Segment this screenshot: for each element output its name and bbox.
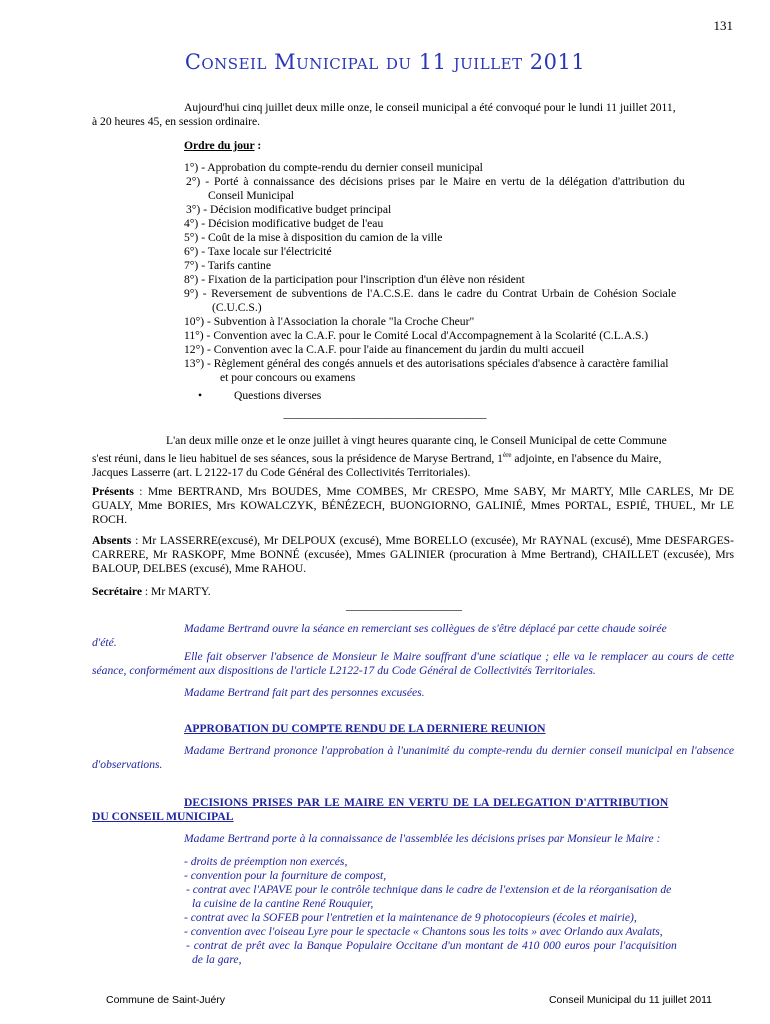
decision-item: - contrat avec l'APAVE pour le contrôle technique dans le cadre de l'extension et de la réorganisation de bbox=[186, 883, 672, 896]
decision-item: - convention pour la fourniture de compost, bbox=[184, 869, 387, 882]
opening-paragraph-3: Madame Bertrand fait part des personnes excusées. bbox=[184, 686, 425, 699]
section-title-decisions-line-1: DECISIONS PRISES PAR LE MAIRE EN VERTU DE LA DELEGATION D'ATTRIBUTION bbox=[184, 796, 669, 809]
agenda-item: 9°) - Reversement de subventions de l'A.C.S.E. dans le cadre du Contrat Urbain de Cohésion Sociale bbox=[184, 287, 677, 300]
page-number: 131 bbox=[713, 18, 733, 33]
session-line-1: L'an deux mille onze et le onze juillet à vingt heures quarante cinq, le Conseil Municipal de cette Commune bbox=[166, 434, 667, 447]
decisions-list bbox=[184, 855, 740, 967]
agenda-item: 12°) - Convention avec la C.A.F. pour l'aide au financement du jardin du multi accueil bbox=[184, 343, 585, 356]
questions-label: Questions diverses bbox=[234, 389, 322, 402]
agenda-item: 1°) - Approbation du compte-rendu du dernier conseil municipal bbox=[184, 161, 483, 174]
absents-paragraph bbox=[92, 534, 734, 576]
section-title-decisions bbox=[92, 796, 734, 824]
agenda-item-continuation: (C.U.C.S.) bbox=[212, 301, 262, 314]
decision-item: - contrat avec la SOFEB pour l'entretien et la maintenance de 9 photocopieurs (écoles et mairie), bbox=[184, 911, 637, 924]
opening-paragraph-2: Elle fait observer l'absence de Monsieur le Maire souffrant d'une sciatique ; elle va le remplacer au cours de cette séance, conformément aux dispositions de l'article L2122-17 du Code Général de Collectivités Territoriales. bbox=[92, 650, 734, 677]
intro-line-2: à 20 heures 45, en session ordinaire. bbox=[92, 115, 261, 128]
section-approbation-text: Madame Bertrand prononce l'approbation à l'unanimité du compte-rendu du dernier conseil municipal en l'absence d'observations. bbox=[92, 744, 734, 771]
decision-item-continuation: la cuisine de la cantine René Rouquier, bbox=[192, 897, 374, 910]
presents-list: : Mme BERTRAND, Mrs BOUDES, Mme COMBES, Mr CRESPO, Mme SABY, Mr MARTY, Mlle CARLES, Mr DE GUALY, Mme BORIES, Mrs KOWALCZYK, BÉNÉZECH, BUONGIORNO, GALINIÉ, Mmes PORTAL, ESPIÉ, THUEL, Mr LE ROCH. bbox=[92, 485, 734, 526]
agenda-item: 3°) - Décision modificative budget principal bbox=[186, 203, 392, 216]
decision-item: - contrat de prêt avec la Banque Populaire Occitane d'un montant de 410 000 euros pour l'acquisition bbox=[186, 939, 677, 952]
opening-line-1: Madame Bertrand ouvre la séance en remerciant ses collègues de s'être déplacé par cette chaude soirée bbox=[184, 622, 667, 635]
agenda-item: 6°) - Taxe locale sur l'électricité bbox=[184, 245, 332, 258]
footer-left: Commune de Saint-Juéry bbox=[106, 994, 226, 1006]
absents-list: : Mr LASSERRE(excusé), Mr DELPOUX (excusé), Mme BORELLO (excusée), Mr RAYNAL (excusé), Mme DESFARGES-CARRERE, Mr RASKOPF, Mme BONNÉ (excusée), Mmes GALINIER (procuration à Mme Bertrand), CHAILLET (excusée), Mrs BALOUP, DELBES (excusé), Mme RAHOU. bbox=[92, 534, 734, 575]
session-line-2b: adjointe, en l'absence du Maire, bbox=[511, 451, 662, 465]
section-title-decisions-line-2: DU CONSEIL MUNICIPAL bbox=[92, 810, 234, 823]
presents-label: Présents bbox=[92, 485, 134, 498]
agenda-heading-colon: : bbox=[254, 139, 262, 152]
agenda-item: 11°) - Convention avec la C.A.F. pour le Comité Local d'Accompagnement à la Scolarité (C.L.A.S.) bbox=[184, 329, 649, 342]
agenda-heading bbox=[184, 139, 740, 153]
session-paragraph bbox=[92, 434, 734, 480]
decision-item: - droits de préemption non exercés, bbox=[184, 855, 348, 868]
decision-item-continuation: de la gare, bbox=[192, 953, 242, 966]
intro-line-1: Aujourd'hui cinq juillet deux mille onze, le conseil municipal a été convoqué pour le lundi 11 juillet 2011, bbox=[184, 101, 676, 114]
presents-paragraph bbox=[92, 485, 734, 527]
opening-paragraph-1 bbox=[92, 622, 734, 650]
agenda-item: 2°) - Porté à connaissance des décisions prises par le Maire en vertu de la délégation d'attribution du bbox=[186, 175, 685, 188]
agenda-item-continuation: et pour concours ou examens bbox=[220, 371, 356, 384]
agenda-item: 10°) - Subvention à l'Association la chorale "la Croche Cheur" bbox=[184, 315, 475, 328]
session-line-2 bbox=[92, 448, 734, 466]
secretaire-name: : Mr MARTY. bbox=[142, 585, 211, 598]
agenda-heading-label: Ordre du jour bbox=[184, 139, 255, 152]
footer-right: Conseil Municipal du 11 juillet 2011 bbox=[548, 994, 712, 1006]
agenda-item-continuation: Conseil Municipal bbox=[208, 189, 294, 202]
decision-item: - convention avec l'oiseau Lyre pour le spectacle « Chantons sous les toits » avec Orlando aux Avalats, bbox=[184, 925, 663, 938]
agenda bbox=[184, 139, 740, 403]
session-line-3: Jacques Lasserre (art. L 2122-17 du Code Général des Collectivités Territoriales). bbox=[92, 465, 471, 479]
agenda-item: 8°) - Fixation de la participation pour l'inscription d'un élève non résident bbox=[184, 273, 525, 286]
bullet-icon: • bbox=[198, 389, 203, 402]
agenda-questions bbox=[184, 389, 740, 403]
absents-label: Absents bbox=[92, 534, 132, 547]
document-title: Conseil Municipal du 11 juillet 2011 bbox=[184, 50, 586, 74]
separator-line-short: ____________________ bbox=[346, 599, 462, 612]
opening-line-2: d'été. bbox=[92, 636, 117, 649]
ordinal-suffix: ère bbox=[502, 451, 512, 459]
secretaire-label: Secrétaire bbox=[92, 585, 142, 598]
agenda-item: 5°) - Coût de la mise à disposition du camion de la ville bbox=[184, 231, 443, 244]
session-line-2a: s'est réuni, dans le lieu habituel de ses séances, sous la présidence de Maryse Bertrand, 1 bbox=[92, 451, 503, 465]
section-decisions-intro: Madame Bertrand porte à la connaissance de l'assemblée les décisions prises par Monsieur le Maire : bbox=[184, 832, 661, 845]
separator-line: ___________________________________ bbox=[283, 407, 487, 420]
agenda-item: 4°) - Décision modificative budget de l'eau bbox=[184, 217, 384, 230]
agenda-item: 7°) - Tarifs cantine bbox=[184, 259, 271, 272]
secretaire-paragraph bbox=[92, 585, 734, 599]
intro-paragraph bbox=[92, 101, 737, 129]
section-title-approbation: APPROBATION DU COMPTE RENDU DE LA DERNIERE REUNION bbox=[184, 722, 546, 735]
agenda-item: 13°) - Règlement général des congés annuels et des autorisations spéciales d'absence à caractère familial bbox=[184, 357, 669, 370]
